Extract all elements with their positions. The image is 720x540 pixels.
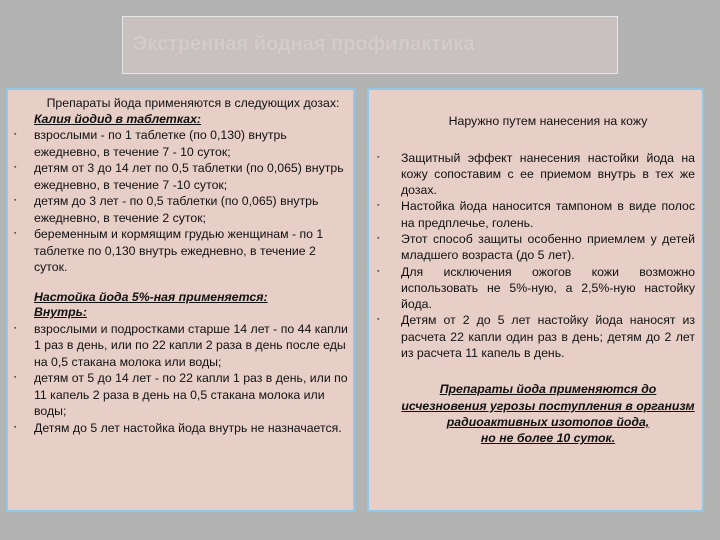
list-item: ▪ детям от 5 до 14 лет - по 22 капли 1 раз в день, или по 11 капель 2 раза в день на 0,5 стакана молока или воды; xyxy=(34,370,352,420)
list-item: ▪ детям до 3 лет - по 0,5 таблетки (по 0,065) внутрь ежедневно, в течение 2 суток; xyxy=(34,193,352,226)
section1-list xyxy=(34,127,352,276)
list-item: ▪ Детям до 5 лет настойка йода внутрь не назначается. xyxy=(34,420,352,437)
list-item: ▪ Этот способ защиты особенно приемлем у детей младшего возраста (до 5 лет). xyxy=(401,231,695,264)
right-panel-body xyxy=(401,114,695,447)
list-item: ▪ Защитный эффект нанесения настойки йода на кожу сопоставим с ее приемом внутрь в тех же дозах. xyxy=(401,150,695,199)
final-note-line2: но не более 10 суток. xyxy=(480,431,616,446)
page-title: Экстренная йодная профилактика xyxy=(133,33,475,55)
left-panel xyxy=(6,88,355,512)
section2-list xyxy=(34,321,352,437)
list-item: ▪ Настойка йода наносится тампоном в виде полос на предплечье, голень. xyxy=(401,198,695,231)
right-list xyxy=(401,150,695,362)
final-note xyxy=(401,381,695,446)
list-item: ▪ детям от 3 до 14 лет по 0,5 таблетки (по 0,065) внутрь ежедневно, в течение 7 -10 суток; xyxy=(34,160,352,193)
spacer xyxy=(34,276,352,290)
left-panel-body xyxy=(34,96,352,436)
list-item: ▪ взрослыми и подростками старше 14 лет - по 44 капли 1 раз в день, или по 22 капли 2 раза в день после еды на 0,5 стакана молока или воды; xyxy=(34,321,352,371)
list-item: ▪ Детям от 2 до 5 лет настойку йода наносят из расчета 22 капли один раз в день; детям до 2 лет из расчета 11 капель в день. xyxy=(401,312,695,361)
section2-subtitle: Внутрь: xyxy=(34,305,87,319)
list-item: ▪ Для исключения ожогов кожи возможно использовать не 5%-ную, а 2,5%-ную настойку йода. xyxy=(401,264,695,313)
title-box xyxy=(122,16,618,74)
section1-title: Калия йодид в таблетках: xyxy=(34,111,202,126)
list-item: ▪ беременным и кормящим грудью женщинам - по 1 таблетке по 0,130 внутрь ежедневно, в течение 2 суток. xyxy=(34,226,352,276)
section2-title: Настойка йода 5%-ная применяется: xyxy=(34,289,268,304)
final-note-line1: Препараты йода применяются до исчезновения угрозы поступления в организм радиоактивных изотопов йода, xyxy=(401,382,695,429)
right-heading: Наружно путем нанесения на кожу xyxy=(448,114,648,128)
list-item: ▪ взрослыми - по 1 таблетке (по 0,130) внутрь ежедневно, в течение 7 - 10 суток; xyxy=(34,127,352,160)
left-heading: Препараты йода применяются в следующих дозах: xyxy=(46,96,340,110)
right-panel xyxy=(367,88,704,512)
